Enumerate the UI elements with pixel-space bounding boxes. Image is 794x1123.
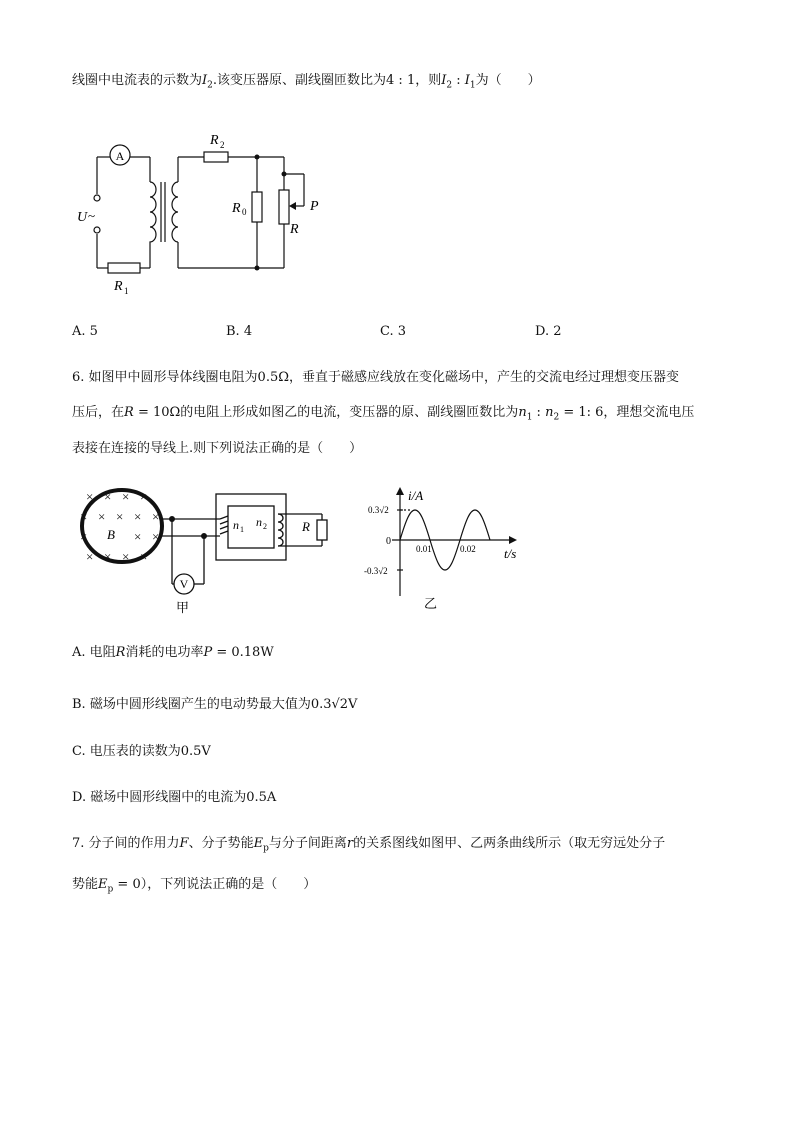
svg-text:×: × [140,489,148,504]
svg-text:×: × [134,509,142,524]
svg-text:×: × [86,489,94,504]
xlabel: t/s [504,546,517,561]
r1-label: R [114,279,123,294]
q7-stem-line-1: 7. 分子间的作用力F、分子势能$E_p$与分子间距离r的关系图线如图甲、乙两条曲线所示（取无穷远处分子 [72,836,666,854]
p-label: P [310,199,319,214]
q6-option-a[interactable]: A. 电阻R消耗的电功率P = 0.18W [72,645,274,660]
svg-text:×: × [104,489,112,504]
svg-text:×: × [80,509,88,524]
svg-text:×: × [134,529,142,544]
caption-jia: 甲 [176,600,190,615]
q7-stem-line-2: 势能$E_p = 0$），下列说法正确的是（ ） [72,877,317,895]
ytick-top: 0.3√2 [368,505,389,515]
q5-option-d[interactable]: D. 2 [535,324,562,339]
svg-text:×: × [122,489,130,504]
svg-text:×: × [152,529,160,544]
q6-option-c[interactable]: C. 电压表的读数为0.5V [72,744,211,759]
svg-text:×: × [140,549,148,564]
q6-stem-line-3: 表接在连接的导线上.则下列说法正确的是（ ） [72,441,363,456]
q5-option-b[interactable]: B. 4 [226,324,253,339]
r2-label: R [210,133,219,148]
n1-label: n [233,518,239,532]
tilde-label: ~ [88,208,96,223]
n2-label: n [256,515,262,529]
u-label: U [77,210,88,225]
voltmeter-label: V [179,577,189,591]
svg-text:×: × [80,529,88,544]
svg-text:×: × [116,509,124,524]
q5-stem: 线圈中电流表的示数为$I_2$.该变压器原、副线圈匝数比为4 : 1，则$I_2$ : $I_1$为（ ） [72,73,541,91]
q6-option-d[interactable]: D. 磁场中圆形线圈中的电流为0.5A [72,790,277,805]
q6-stem-line-1: 6. 如图甲中圆形导体线圈电阻为0.5Ω，垂直于磁感应线放在变化磁场中，产生的交流电经过理想变压器变 [72,370,680,385]
q5-circuit-diagram [72,122,332,297]
q5-option-c[interactable]: C. 3 [380,324,407,339]
r1-sub: 1 [124,286,129,296]
r0-label: R [232,201,241,216]
q5-option-a[interactable]: A. 5 [72,324,98,339]
q6-figure-jia [80,484,340,618]
ytick-bottom: -0.3√2 [364,566,388,576]
caption-yi: 乙 [424,596,438,611]
svg-text:×: × [86,549,94,564]
n2-sub: 2 [263,522,267,531]
svg-text:×: × [104,549,112,564]
r-label: R [290,222,299,237]
n1-sub: 1 [240,525,244,534]
xtick-002: 0.02 [460,544,476,554]
svg-text:×: × [122,549,130,564]
ylabel: i/A [408,488,424,503]
r0-sub: 0 [242,207,247,217]
r-load-label: R [302,519,310,534]
r2-sub: 2 [220,140,225,150]
svg-text:×: × [98,509,106,524]
q6-figure-yi [362,484,526,618]
xtick-001: 0.01 [416,544,432,554]
ytick-zero: 0 [386,536,391,547]
ammeter-label: A [115,149,125,163]
q6-option-b[interactable]: B. 磁场中圆形线圈产生的电动势最大值为0.3√2V [72,697,358,712]
q6-stem-line-2: 压后，在R = 10Ω的电阻上形成如图乙的电流，变压器的原、副线圈匝数比为$n_1$ : $n_2 = 1$: 6，理想交流电压 [72,405,695,423]
svg-text:×: × [152,509,160,524]
b-label: B [107,527,115,542]
